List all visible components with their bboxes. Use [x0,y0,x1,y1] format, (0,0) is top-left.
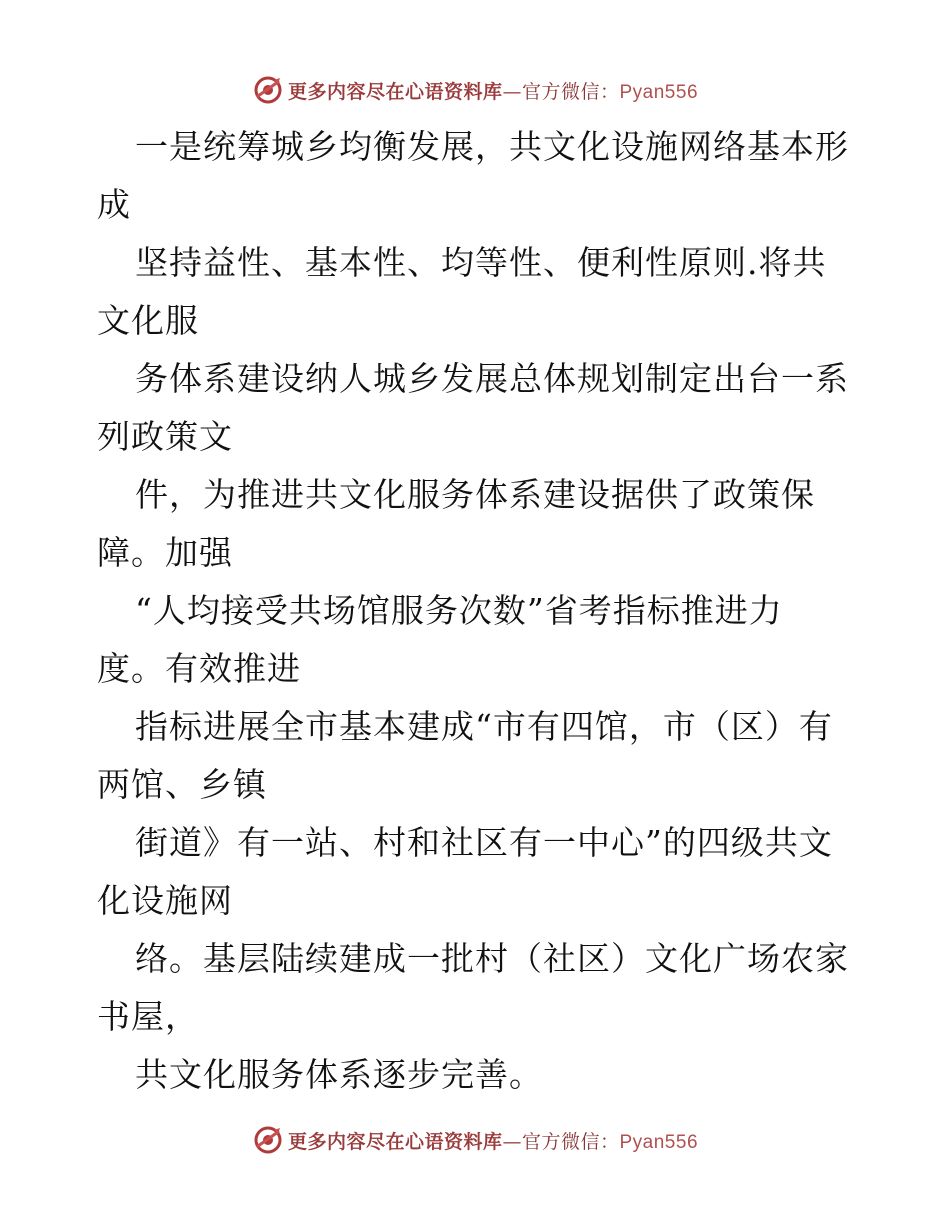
header-banner [0,70,950,110]
body-line: 件，为推进共文化服务体系建设据供了政策保 [135,475,815,514]
body-line: 障。加强 [97,533,233,572]
header-part2: 官方微信： [521,80,620,103]
body-line: 列政策文 [97,417,233,456]
footer-text [288,1127,698,1154]
body-line: 书屋， [97,997,199,1036]
header-handle: Pyan556 [619,81,699,103]
header-text [288,77,698,104]
body-line: 两馆、乡镇 [97,765,267,804]
body-line: 坚持益性、基本性、均等性、便利性原则.将共 [135,243,827,282]
header-dash: — [502,80,522,103]
footer-handle: Pyan556 [619,1131,699,1153]
footer-part1: 更多内容尽在心语资料库 [287,1130,503,1153]
document-body [97,118,857,1104]
body-line: 街道》有一站、村和社区有一中心”的四级共文 [135,823,833,862]
body-line: 务体系建设纳人城乡发展总体规划制定出台一系 [135,359,849,398]
body-line: 化设施网 [97,881,233,920]
body-line: 成 [97,185,131,224]
body-line: “人均接受共场馆服务次数”省考指标推进力 [135,591,783,630]
body-line: 共文化服务体系逐步完善。 [135,1055,543,1094]
brand-logo-icon [252,1124,284,1156]
header-part1: 更多内容尽在心语资料库 [287,80,503,103]
footer-part2: 官方微信： [521,1130,620,1153]
brand-logo-icon [252,74,284,106]
body-line: 度。有效推进 [97,649,301,688]
body-line: 一是统筹城乡均衡发展，共文化设施网络基本形 [135,127,849,166]
body-line: 络。基层陆续建成一批村（社区）文化广场农家 [135,939,849,978]
footer-banner [0,1120,950,1160]
body-line: 文化服 [97,301,199,340]
footer-dash: — [502,1130,522,1153]
body-line: 指标进展全市基本建成“市有四馆，市（区）有 [135,707,833,746]
